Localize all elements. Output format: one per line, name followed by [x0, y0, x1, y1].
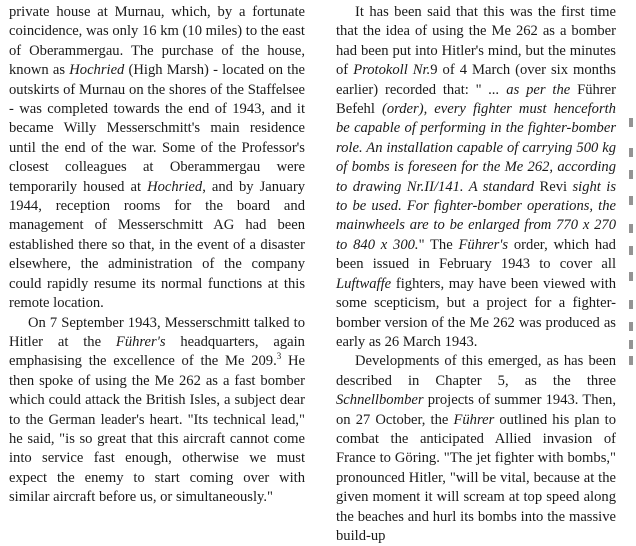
- text-run: It has been said that this was the first time that the idea of using the Me 262 as a bomber had been put into Hitler's mind, but the minutes of: [336, 4, 616, 79]
- text-run: fighters, may have been viewed with some scepticism, but a project for a fighter-bomber version of the Me 262 was produced as early as 26 March 1943.: [336, 275, 616, 350]
- text-run: Developments of this emerged, as has been described in Chapter 5, as the three: [336, 353, 616, 389]
- text-run: private house at Murnau, which, by a fortunate coincidence, was only 16 km (10 miles) to the east of Oberammergau. The purchase of the house, known as: [9, 4, 305, 79]
- italic-run: ... as per the: [488, 81, 571, 98]
- italic-run: Protokoll Nr.: [353, 62, 431, 79]
- text-run: 9 of 4 March (over six months earlier) recorded that: ": [336, 62, 616, 98]
- italic-run: Schnellbomber: [336, 392, 424, 409]
- facing-page-bleed: [625, 0, 636, 500]
- text-run: projects of summer 1943. Then, on 27 October, the: [336, 392, 616, 428]
- italic-run: Führer's: [115, 333, 166, 350]
- italic-run: Hochried: [69, 62, 125, 79]
- text-run: , and by January 1944, reception rooms for the board and management of Messerschmitt AG had been established there so that, in the event of a disaster elsewhere, the administration of the company could rapidly resume its normal functions at this remote location.: [9, 178, 305, 312]
- right-text-column: [336, 3, 616, 546]
- italic-run: Hochried: [147, 178, 203, 195]
- italic-run: Führer's: [458, 236, 509, 253]
- text-run: Führer Befehl: [336, 81, 616, 118]
- italic-run: (order), every fighter must henceforth be capable of performing in the fighter-bomber role. An installation capable of carrying 500 kg of bombs is foreseen for the Me 262, according to drawing Nr.II/141. A standard: [336, 101, 616, 195]
- text-run: order, which had been issued in February 1943 to cover all: [336, 236, 616, 273]
- paragraph: [336, 3, 616, 352]
- text-run: headquarters, again emphasising the excellence of the Me 209.: [9, 333, 305, 370]
- italic-run: Führer: [453, 411, 495, 428]
- italic-run: Luftwaffe: [336, 275, 392, 292]
- footnote-ref: 3: [276, 351, 282, 362]
- text-run: outlined his plan to combat the anticipated Allied invasion of France to Göring. "The jet fighter with bombs," pronounced Hitler, "will be vital, because at the given moment it will scream at top speed along the beaches and hurl its bombs into the massive build-up: [336, 411, 616, 544]
- left-text-column: [9, 3, 305, 508]
- text-run: He then spoke of using the Me 262 as a fast bomber which could attack the British Isles, a subject dear to the German leader's heart. "Its technical lead," he said, "is so great that this aircraft cannot come into service fast enough, otherwise we must expect the enemy to start coming over with similar aircraft before us, or simultaneously.": [9, 353, 305, 506]
- paragraph: [9, 3, 305, 314]
- text-run: (High Marsh) - located on the outskirts of Murnau on the shores of the Staffelsee - was completed towards the end of 1943, and it became Willy Messerschmitt's main residence until the end of the war. Some of the Professor's closest colleagues at Oberammergau were temporarily housed at: [9, 62, 305, 195]
- text-run: Revi: [534, 178, 573, 195]
- text-run: On 7 September 1943, Messerschmitt talked to Hitler at the: [9, 314, 305, 350]
- paragraph: [9, 314, 305, 508]
- paragraph: [336, 352, 616, 546]
- text-run: " The: [418, 236, 459, 253]
- italic-run: sight is to be used. For fighter-bomber operations, the mainwheels are to be enlarged from 770 x 270 to 840 x 300.: [336, 178, 616, 253]
